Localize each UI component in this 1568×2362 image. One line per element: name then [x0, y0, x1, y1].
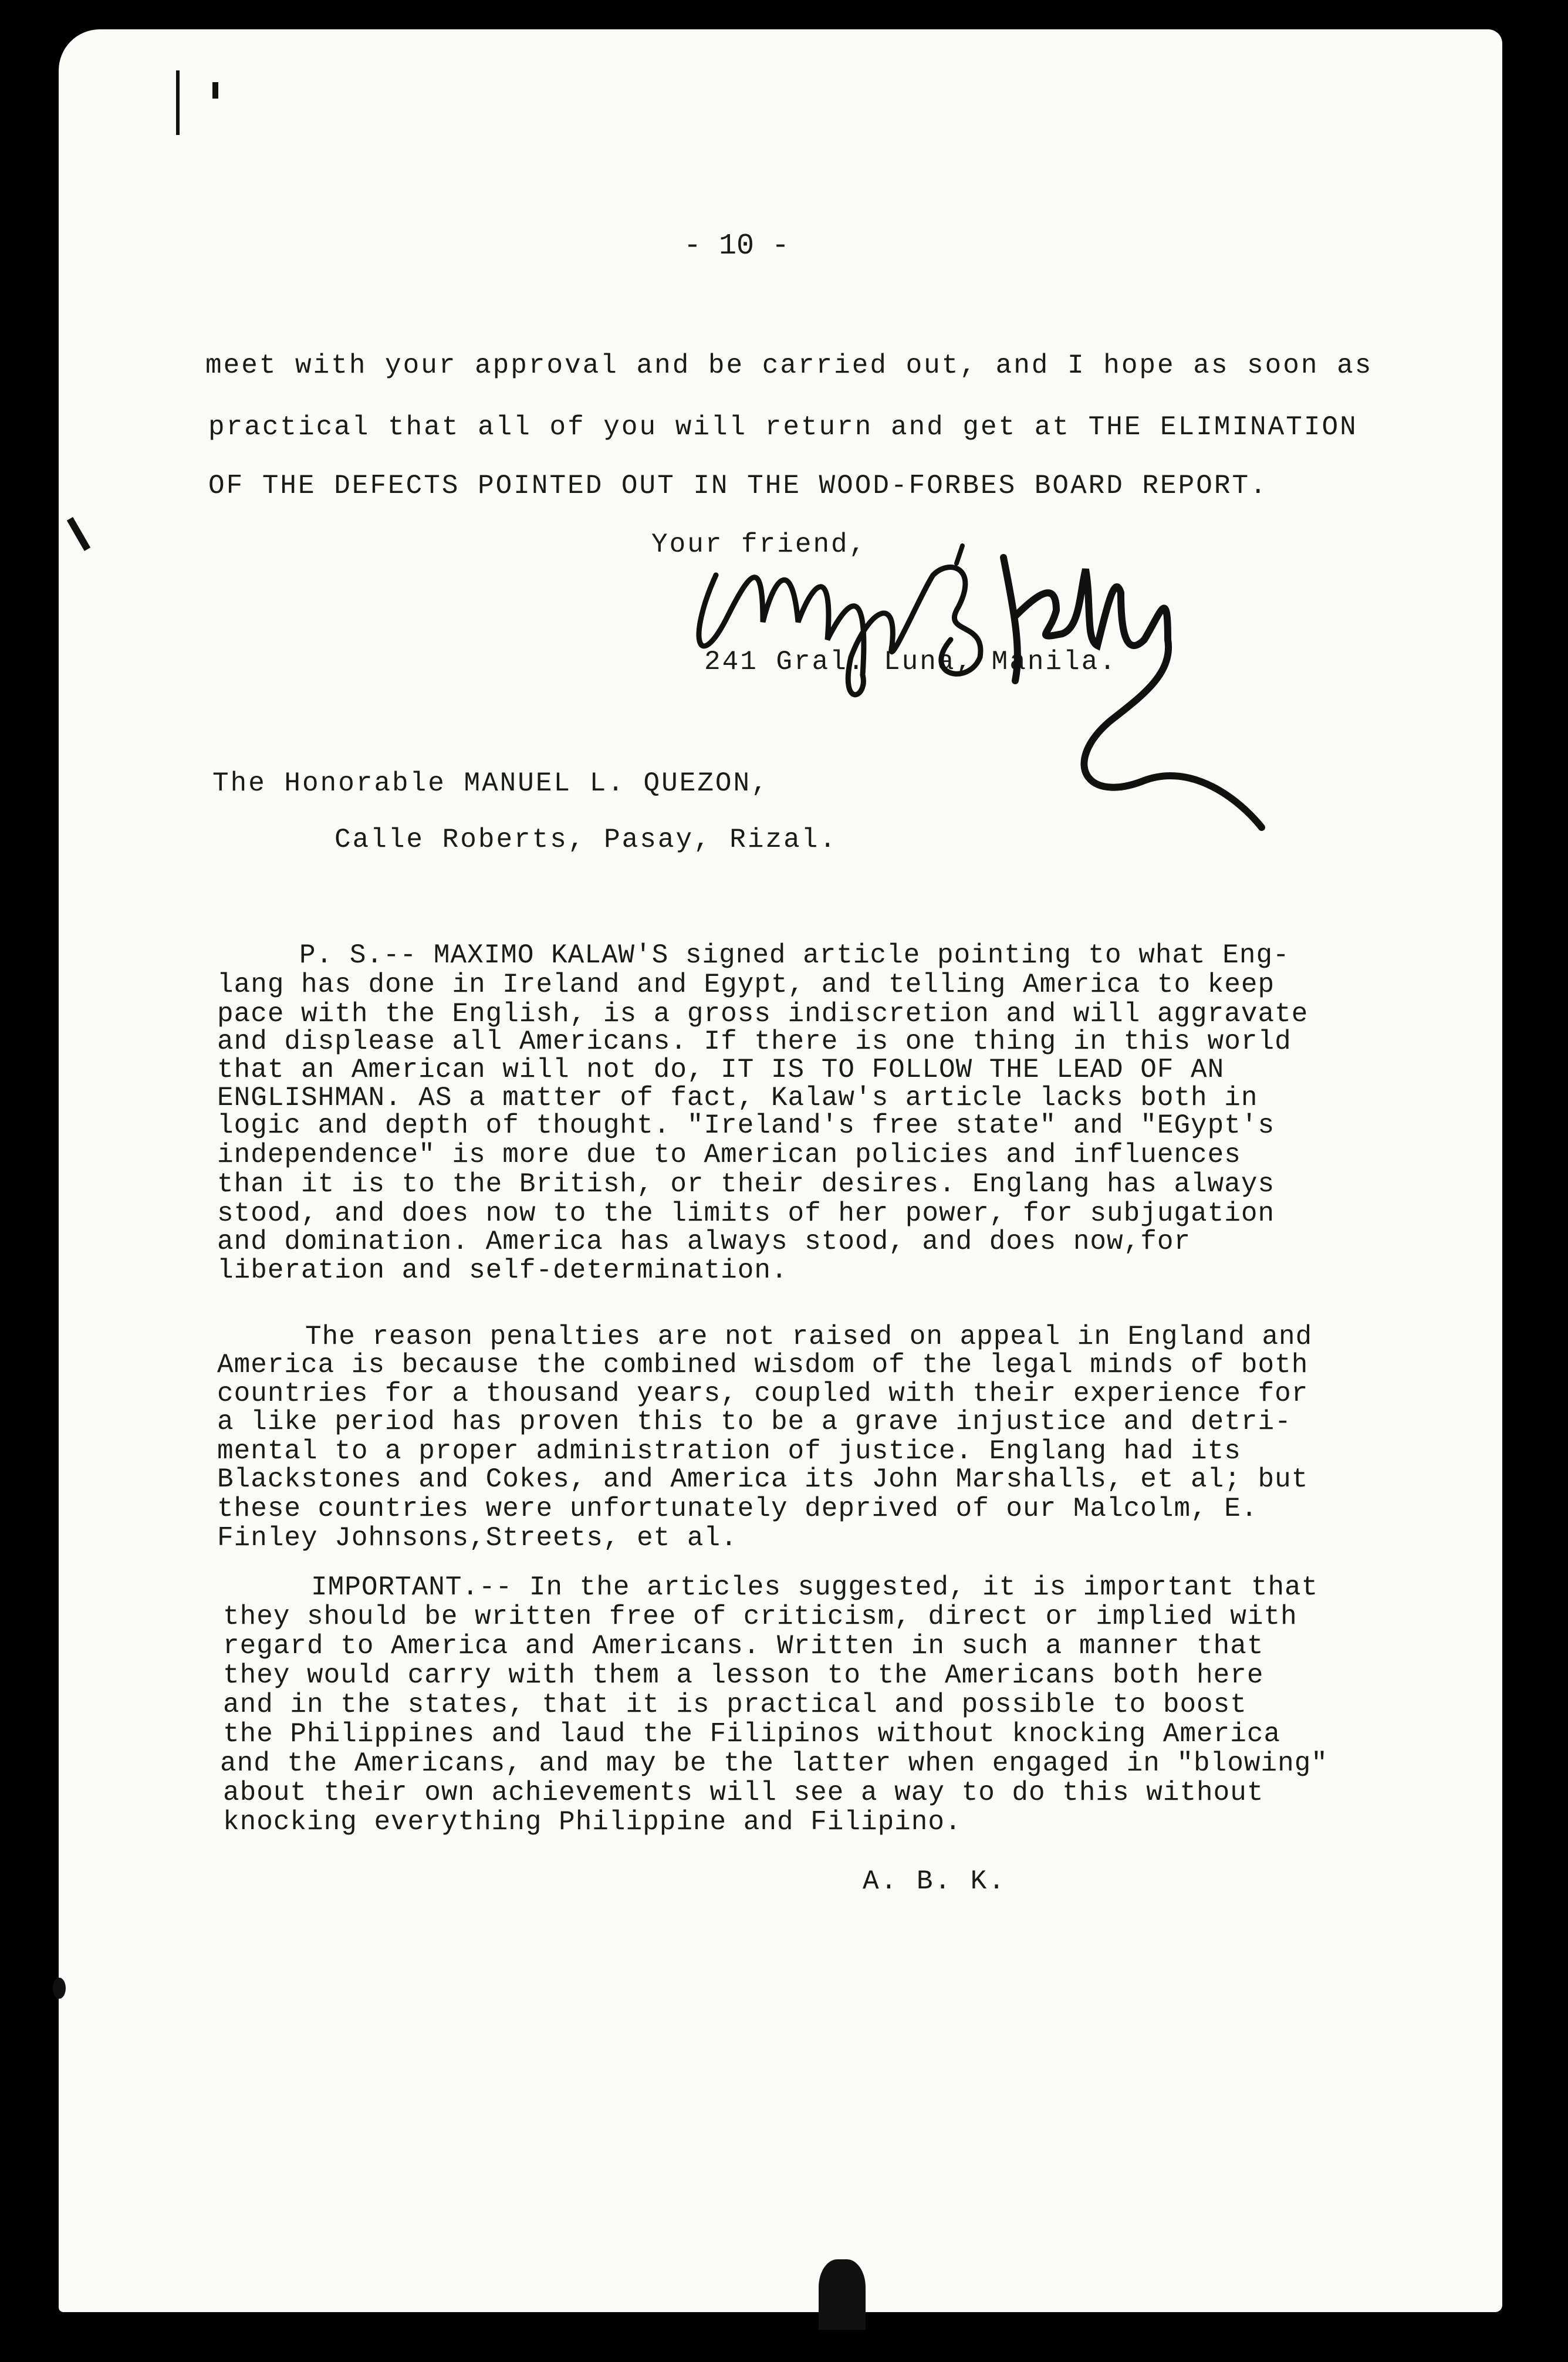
important-line: the Philippines and laud the Filipinos without knocking America — [223, 1719, 1281, 1749]
reason-line: The reason penalties are not raised on appeal in England and — [305, 1322, 1313, 1352]
ps-line: lang has done in Ireland and Egypt, and telling America to keep — [217, 969, 1275, 1000]
signature-stroke — [957, 546, 962, 563]
signature-stroke — [1003, 557, 1262, 827]
reason-line: a like period has proven this to be a grave injustice and detri- — [217, 1407, 1292, 1437]
ps-line: that an American will not do, IT IS TO FOLLOW THE LEAD OF AN — [217, 1055, 1225, 1085]
binding-mark — [212, 82, 218, 99]
important-line: knocking everything Philippine and Filipino. — [223, 1807, 962, 1837]
signature-stroke — [699, 567, 981, 695]
ps-line: stood, and does now to the limits of her power, for subjugation — [217, 1198, 1275, 1229]
ps-line: logic and depth of thought. "Ireland's free state" and "EGypt's — [217, 1110, 1275, 1141]
important-line: and in the states, that it is practical and possible to boost — [223, 1689, 1247, 1720]
letter-line: practical that all of you will return and get at THE ELIMINATION — [208, 412, 1358, 442]
important-line: IMPORTANT.-- In the articles suggested, it is important that — [311, 1572, 1319, 1603]
handwritten-signature — [675, 522, 1356, 839]
ps-line: than it is to the British, or their desires. Englang has always — [217, 1169, 1275, 1199]
scan-speck — [819, 2259, 866, 2330]
important-line: and the Americans, and may be the latter when engaged in "blowing" — [220, 1748, 1328, 1779]
scan-speck — [53, 1978, 66, 1999]
ps-line: P. S.-- MAXIMO KALAW'S signed article pointing to what Eng- — [299, 940, 1290, 971]
recipient-name: The Honorable MANUEL L. QUEZON, — [212, 768, 769, 799]
letter-line: OF THE DEFECTS POINTED OUT IN THE WOOD-FORBES BOARD REPORT. — [208, 471, 1268, 501]
important-line: they should be written free of criticism, direct or implied with — [223, 1601, 1297, 1632]
reason-line: mental to a proper administration of justice. Englang had its — [217, 1436, 1241, 1466]
reason-line: Finley Johnsons,Streets, et al. — [217, 1523, 738, 1553]
binding-mark — [176, 70, 180, 135]
ps-line: liberation and self-determination. — [217, 1255, 788, 1286]
ps-line: independence" is more due to American policies and influences — [217, 1140, 1241, 1170]
ps-line: and domination. America has always stood, and does now,for — [217, 1226, 1191, 1257]
important-line: regard to America and Americans. Written in such a manner that — [223, 1631, 1264, 1661]
recipient-address: Calle Roberts, Pasay, Rizal. — [334, 824, 837, 855]
letter-line: meet with your approval and be carried out, and I hope as soon as — [205, 350, 1373, 381]
ps-line: ENGLISHMAN. AS a matter of fact, Kalaw's article lacks both in — [217, 1083, 1258, 1113]
closing: Your friend, — [651, 529, 867, 560]
important-line: they would carry with them a lesson to the Americans both here — [223, 1660, 1264, 1691]
reason-line: countries for a thousand years, coupled with their experience for — [217, 1378, 1309, 1409]
initials: A. B. K. — [863, 1866, 1006, 1897]
ps-line: pace with the English, is a gross indiscretion and will aggravate — [217, 999, 1309, 1029]
important-line: about their own achievements will see a way to do this without — [223, 1778, 1264, 1808]
reason-line: these countries were unfortunately deprived of our Malcolm, E. — [217, 1493, 1258, 1524]
sender-address: 241 Gral. Luna, Manila. — [704, 647, 1117, 677]
reason-line: America is because the combined wisdom of the legal minds of both — [217, 1350, 1309, 1380]
page-number: - 10 - — [684, 229, 790, 263]
ps-line: and displease all Americans. If there is one thing in this world — [217, 1026, 1292, 1057]
reason-line: Blackstones and Cokes, and America its John Marshalls, et al; but — [217, 1464, 1309, 1495]
